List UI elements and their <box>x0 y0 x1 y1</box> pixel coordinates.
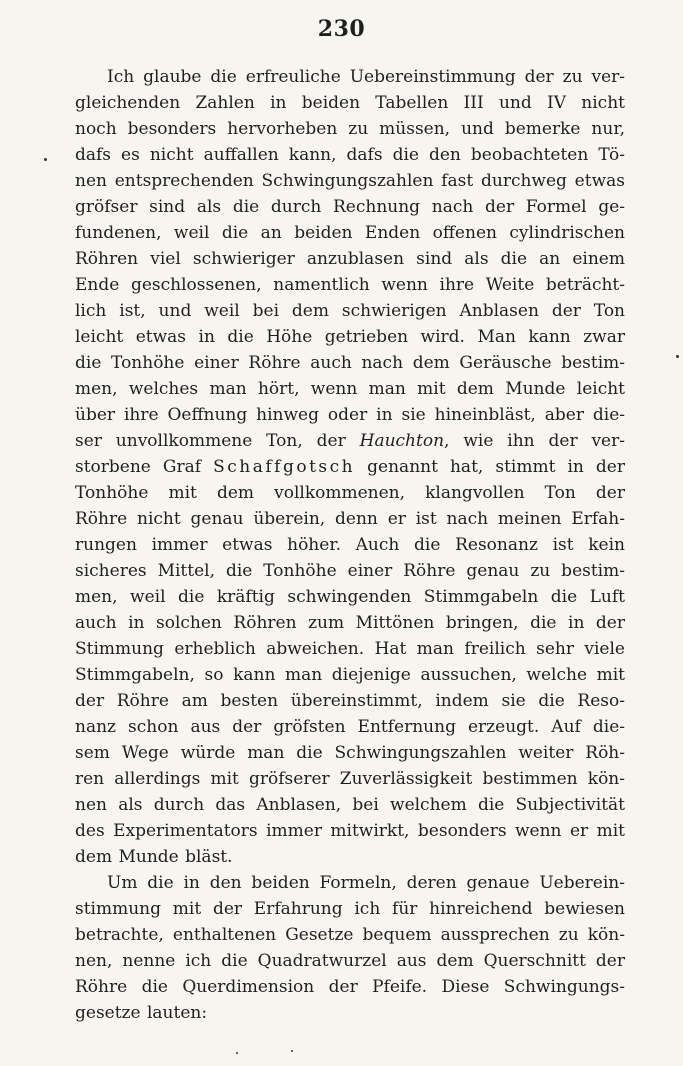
text-line <box>75 90 625 116</box>
text-segment: sem Wege würde man die Schwingungszahlen weiter Röh- <box>75 743 625 763</box>
text-line <box>75 818 625 844</box>
text-segment: dem Munde bläst. <box>75 847 233 867</box>
text-segment: ren allerdings mit gröfserer Zuverlässigkeit bestimmen kön- <box>75 769 625 789</box>
text-segment: , wie ihn der ver- <box>444 431 625 451</box>
text-line <box>75 792 625 818</box>
text-line <box>75 714 625 740</box>
text-line <box>75 376 625 402</box>
text-segment: Stimmgabeln, so kann man diejenige aussuchen, welche mit <box>75 665 625 685</box>
text-segment: Ende geschlossenen, namentlich wenn ihre Weite beträcht- <box>75 275 625 295</box>
text-segment: lich ist, und weil bei dem schwierigen Anblasen der Ton <box>75 301 625 321</box>
text-segment: Röhren viel schwieriger anzublasen sind als die an einem <box>75 249 625 269</box>
text-line <box>75 220 625 246</box>
text-line <box>75 298 625 324</box>
text-line <box>75 740 625 766</box>
text-line <box>75 194 625 220</box>
text-segment: ser unvollkommene Ton, der <box>75 431 360 451</box>
text-segment: noch besonders hervorheben zu müssen, und bemerke nur, <box>75 119 625 139</box>
text-segment: nanz schon aus der gröfsten Entfernung erzeugt. Auf die- <box>75 717 625 737</box>
text-line <box>75 610 625 636</box>
text-segment: men, weil die kräftig schwingenden Stimmgabeln die Luft <box>75 587 625 607</box>
italic-term: Hauchton <box>359 431 445 451</box>
text-segment: auch in solchen Röhren zum Mittönen bringen, die in der <box>75 613 625 633</box>
text-line <box>75 506 625 532</box>
text-line <box>75 324 625 350</box>
text-line <box>75 636 625 662</box>
print-speck <box>44 158 47 161</box>
text-segment: nen, nenne ich die Quadratwurzel aus dem Querschnitt der <box>75 951 625 971</box>
text-line <box>75 896 625 922</box>
text-line <box>75 142 625 168</box>
text-line <box>75 662 625 688</box>
text-segment: Röhre nicht genau überein, denn er ist nach meinen Erfah- <box>75 509 625 529</box>
text-segment: genannt hat, stimmt in der <box>355 457 625 477</box>
text-line <box>75 922 625 948</box>
text-line <box>75 64 625 90</box>
text-line <box>75 688 625 714</box>
text-line <box>75 246 625 272</box>
print-speck <box>291 1050 293 1052</box>
text-segment: Röhre die Querdimension der Pfeife. Diese Schwingungs- <box>75 977 625 997</box>
text-segment: gröfser sind als die durch Rechnung nach der Formel ge- <box>75 197 625 217</box>
text-segment: fundenen, weil die an beiden Enden offenen cylindrischen <box>75 223 625 243</box>
text-segment: gleichenden Zahlen in beiden Tabellen III und IV nicht <box>75 93 625 113</box>
text-line <box>75 428 625 454</box>
text-segment: betrachte, enthaltenen Gesetze bequem aussprechen zu kön- <box>75 925 625 945</box>
text-line <box>75 974 625 1000</box>
text-segment: men, welches man hört, wenn man mit dem Munde leicht <box>75 379 625 399</box>
page-number: 230 <box>317 16 366 42</box>
print-speck <box>236 1052 238 1054</box>
paragraph-2 <box>75 870 625 1026</box>
text-line <box>75 454 625 480</box>
spaced-name: Schaffgotsch <box>213 457 356 477</box>
text-segment: Ich glaube die erfreuliche Uebereinstimmung der zu ver- <box>107 67 625 87</box>
text-segment: die Tonhöhe einer Röhre auch nach dem Geräusche bestim- <box>75 353 625 373</box>
text-segment: stimmung mit der Erfahrung ich für hinreichend bewiesen <box>75 899 625 919</box>
text-line <box>75 350 625 376</box>
text-line <box>75 532 625 558</box>
paragraph-1 <box>75 64 625 870</box>
text-segment: rungen immer etwas höher. Auch die Resonanz ist kein <box>75 535 625 555</box>
text-line <box>75 844 625 870</box>
text-line <box>75 480 625 506</box>
text-line <box>75 948 625 974</box>
text-segment: nen als durch das Anblasen, bei welchem die Subjectivität <box>75 795 625 815</box>
text-segment: der Röhre am besten übereinstimmt, indem sie die Reso- <box>75 691 625 711</box>
text-segment: sicheres Mittel, die Tonhöhe einer Röhre genau zu bestim- <box>75 561 625 581</box>
text-line <box>75 1000 625 1026</box>
text-line <box>75 272 625 298</box>
text-line <box>75 402 625 428</box>
text-line <box>75 116 625 142</box>
text-segment: storbene Graf <box>75 457 214 477</box>
text-segment: Tonhöhe mit dem vollkommenen, klangvollen Ton der <box>75 483 625 503</box>
text-segment: nen entsprechenden Schwingungszahlen fast durchweg etwas <box>75 171 625 191</box>
text-line <box>75 558 625 584</box>
text-segment: Um die in den beiden Formeln, deren genaue Ueberein- <box>107 873 625 893</box>
body-text <box>75 64 625 1026</box>
text-line <box>75 584 625 610</box>
text-segment: gesetze lauten: <box>75 1003 208 1023</box>
text-line <box>75 168 625 194</box>
text-segment: dafs es nicht auffallen kann, dafs die den beobachteten Tö- <box>75 145 625 165</box>
text-line <box>75 870 625 896</box>
text-segment: des Experimentators immer mitwirkt, besonders wenn er mit <box>75 821 625 841</box>
text-segment: Stimmung erheblich abweichen. Hat man freilich sehr viele <box>75 639 625 659</box>
text-line <box>75 766 625 792</box>
text-segment: leicht etwas in die Höhe getrieben wird. Man kann zwar <box>75 327 625 347</box>
text-segment: über ihre Oeffnung hinweg oder in sie hineinbläst, aber die- <box>75 405 625 425</box>
print-speck <box>676 355 679 358</box>
